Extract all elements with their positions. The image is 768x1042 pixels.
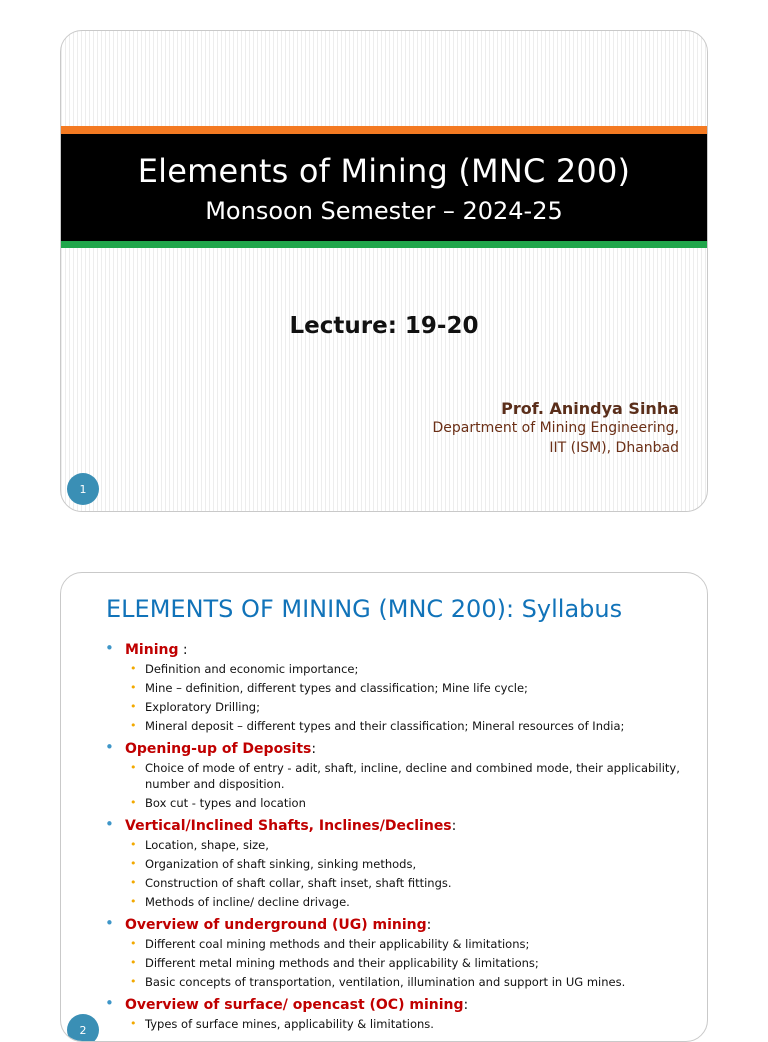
sub-bullet-icon: • xyxy=(130,700,137,713)
section-label: Vertical/Inclined Shafts, Inclines/Declines xyxy=(125,818,452,834)
syllabus-sub-item xyxy=(125,680,687,696)
bullet-icon: • xyxy=(105,738,114,756)
sub-item-text: Methods of incline/ decline drivage. xyxy=(145,895,350,909)
institute-line: IIT (ISM), Dhanbad xyxy=(549,440,679,456)
syllabus-sub-item xyxy=(125,837,687,853)
course-title: Elements of Mining (MNC 200) xyxy=(137,152,631,190)
syllabus-sub-item xyxy=(125,661,687,677)
lecture-number: Lecture: 19-20 xyxy=(289,313,479,339)
sub-item-text: Mine – definition, different types and classification; Mine life cycle; xyxy=(145,681,528,695)
page-number-badge: 2 xyxy=(67,1014,99,1042)
syllabus-sub-item xyxy=(125,795,687,811)
sub-item-text: Location, shape, size, xyxy=(145,838,269,852)
sub-bullet-icon: • xyxy=(130,662,137,675)
sub-bullet-icon: • xyxy=(130,761,137,774)
section-label-suffix: : xyxy=(178,642,188,658)
sub-item-list xyxy=(125,760,687,811)
title-slide xyxy=(60,30,708,512)
sub-bullet-icon: • xyxy=(130,857,137,870)
sub-item-text: Different coal mining methods and their applicability & limitations; xyxy=(145,937,530,951)
sub-item-text: Organization of shaft sinking, sinking methods, xyxy=(145,857,417,871)
section-label-suffix: : xyxy=(426,917,432,933)
sub-item-list xyxy=(125,661,687,734)
sub-item-text: Different metal mining methods and their applicability & limitations; xyxy=(145,956,539,970)
sub-bullet-icon: • xyxy=(130,719,137,732)
syllabus-sub-item xyxy=(125,875,687,891)
sub-bullet-icon: • xyxy=(130,975,137,988)
sub-bullet-icon: • xyxy=(130,937,137,950)
department-line: Department of Mining Engineering, xyxy=(432,420,679,436)
bullet-icon: • xyxy=(105,914,114,932)
section-label: Mining xyxy=(125,642,179,658)
sub-bullet-icon: • xyxy=(130,956,137,969)
syllabus-sub-item xyxy=(125,936,687,952)
section-label-suffix: : xyxy=(311,741,317,757)
sub-item-text: Basic concepts of transportation, ventilation, illumination and support in UG mines. xyxy=(145,975,626,989)
sub-item-text: Box cut - types and location xyxy=(145,796,306,810)
sub-item-list xyxy=(125,1016,687,1032)
bullet-icon: • xyxy=(105,994,114,1012)
semester-subtitle: Monsoon Semester – 2024-25 xyxy=(205,197,563,225)
sub-bullet-icon: • xyxy=(130,1017,137,1030)
orange-accent-bar xyxy=(61,126,707,134)
syllabus-sub-item xyxy=(125,699,687,715)
sub-item-text: Definition and economic importance; xyxy=(145,662,359,676)
sub-item-text: Types of surface mines, applicability & limitations. xyxy=(145,1017,434,1031)
syllabus-sub-item xyxy=(125,894,687,910)
sub-bullet-icon: • xyxy=(130,876,137,889)
sub-item-text: Mineral deposit – different types and their classification; Mineral resources of India; xyxy=(145,719,625,733)
section-label: Overview of surface/ opencast (OC) mining xyxy=(125,997,464,1013)
syllabus-title: ELEMENTS OF MINING (MNC 200): Syllabus xyxy=(106,595,623,623)
syllabus-sub-item xyxy=(125,974,687,990)
sub-item-text: Exploratory Drilling; xyxy=(145,700,260,714)
syllabus-list xyxy=(105,635,687,1032)
section-label: Overview of underground (UG) mining xyxy=(125,917,427,933)
author-block xyxy=(432,399,679,458)
bullet-icon: • xyxy=(105,815,114,833)
sub-bullet-icon: • xyxy=(130,681,137,694)
syllabus-sub-item xyxy=(125,955,687,971)
syllabus-sub-item xyxy=(125,760,687,792)
sub-bullet-icon: • xyxy=(130,895,137,908)
sub-bullet-icon: • xyxy=(130,796,137,809)
section-label-suffix: : xyxy=(451,818,457,834)
syllabus-slide xyxy=(60,572,708,1042)
sub-item-text: Construction of shaft collar, shaft inset, shaft fittings. xyxy=(145,876,452,890)
page-number-badge: 1 xyxy=(67,473,99,505)
sub-item-text: Choice of mode of entry - adit, shaft, incline, decline and combined mode, their applicability, number and disposition. xyxy=(145,761,680,791)
syllabus-section xyxy=(105,738,687,811)
sub-item-list xyxy=(125,936,687,990)
syllabus-section xyxy=(105,815,687,910)
syllabus-section xyxy=(105,639,687,734)
sub-item-list xyxy=(125,837,687,910)
professor-name: Prof. Anindya Sinha xyxy=(501,399,679,418)
section-label-suffix: : xyxy=(463,997,469,1013)
syllabus-sub-item xyxy=(125,1016,687,1032)
green-accent-bar xyxy=(61,241,707,248)
syllabus-sub-item xyxy=(125,718,687,734)
syllabus-section xyxy=(105,914,687,990)
section-label: Opening-up of Deposits xyxy=(125,741,312,757)
syllabus-section xyxy=(105,994,687,1032)
syllabus-sub-item xyxy=(125,856,687,872)
bullet-icon: • xyxy=(105,639,114,657)
sub-bullet-icon: • xyxy=(130,838,137,851)
title-band xyxy=(61,134,707,241)
